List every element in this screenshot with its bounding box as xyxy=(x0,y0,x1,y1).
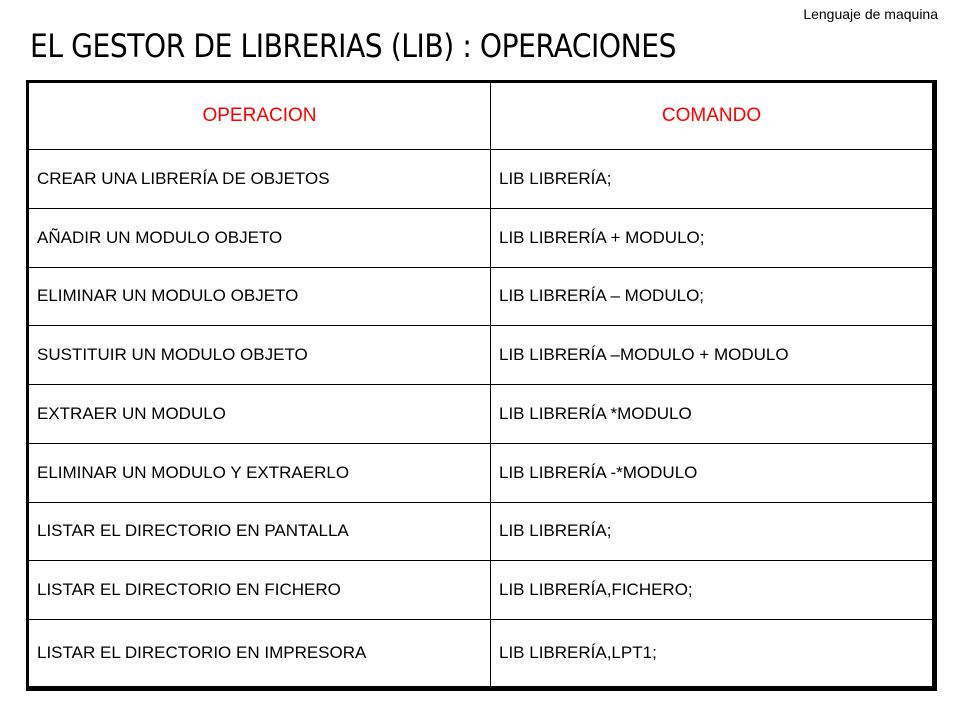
operation-cell: CREAR UNA LIBRERÍA DE OBJETOS xyxy=(29,150,491,209)
command-cell: LIB LIBRERÍA,FICHERO; xyxy=(491,561,933,620)
command-cell: LIB LIBRERÍA – MODULO; xyxy=(491,267,933,326)
operation-cell: LISTAR EL DIRECTORIO EN IMPRESORA xyxy=(29,620,491,687)
column-header-command: COMANDO xyxy=(491,83,933,150)
operation-cell: LISTAR EL DIRECTORIO EN PANTALLA xyxy=(29,502,491,561)
command-cell: LIB LIBRERÍA; xyxy=(491,502,933,561)
operation-cell: EXTRAER UN MODULO xyxy=(29,385,491,444)
operation-cell: AÑADIR UN MODULO OBJETO xyxy=(29,208,491,267)
operation-cell: LISTAR EL DIRECTORIO EN FICHERO xyxy=(29,561,491,620)
table-row xyxy=(29,443,933,502)
table-row xyxy=(29,385,933,444)
command-cell: LIB LIBRERÍA *MODULO xyxy=(491,385,933,444)
table-row xyxy=(29,326,933,385)
operations-table xyxy=(28,82,933,687)
command-cell: LIB LIBRERÍA + MODULO; xyxy=(491,208,933,267)
table-row xyxy=(29,502,933,561)
operations-table-frame xyxy=(26,80,935,689)
operation-cell: ELIMINAR UN MODULO Y EXTRAERLO xyxy=(29,443,491,502)
corner-label: Lenguaje de maquina xyxy=(803,6,938,22)
command-cell: LIB LIBRERÍA; xyxy=(491,150,933,209)
command-cell: LIB LIBRERÍA,LPT1; xyxy=(491,620,933,687)
table-header-row xyxy=(29,83,933,150)
command-cell: LIB LIBRERÍA –MODULO + MODULO xyxy=(491,326,933,385)
table-row xyxy=(29,561,933,620)
column-header-operation: OPERACION xyxy=(29,83,491,150)
table-row xyxy=(29,150,933,209)
page-title: EL GESTOR DE LIBRERIAS (LIB) : OPERACIONES xyxy=(30,27,677,65)
operation-cell: ELIMINAR UN MODULO OBJETO xyxy=(29,267,491,326)
table-row xyxy=(29,208,933,267)
command-cell: LIB LIBRERÍA -*MODULO xyxy=(491,443,933,502)
operation-cell: SUSTITUIR UN MODULO OBJETO xyxy=(29,326,491,385)
table-row xyxy=(29,267,933,326)
table-row xyxy=(29,620,933,687)
